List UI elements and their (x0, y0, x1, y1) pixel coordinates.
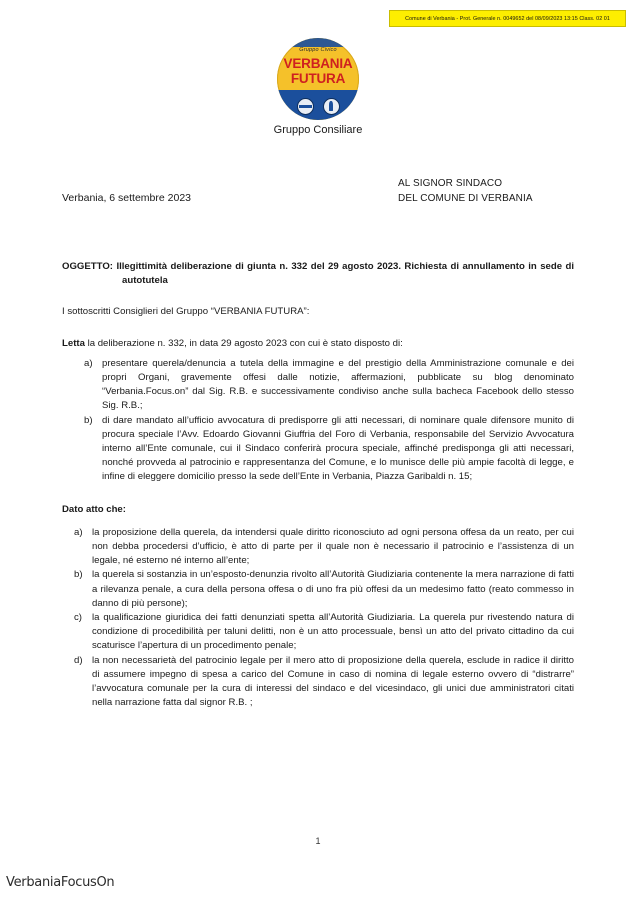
emblem-figure-icon (323, 98, 340, 115)
intro-paragraph: I sottoscritti Consiglieri del Gruppo “VERBANIA FUTURA”: (62, 306, 310, 318)
emblem-wave-icon (297, 98, 314, 115)
letta-keyword: Letta (62, 337, 85, 349)
section-heading-dato-atto: Dato atto che: (62, 503, 126, 515)
protocol-stamp (389, 10, 626, 27)
site-watermark: VerbaniaFocusOn (6, 875, 115, 890)
list-text: la non necessarietà del patrocinio legale per il mero atto di proposizione della querela, esclude in radice il diritto di assumere impegno di spesa a carico del Comune in caso di nomina di legale esterno ovvero di “distrarre” l’avvocatura comunale per la cura di interessi del sindaco e del vicesindaco, gli unici due amministratori citati nella narrazione fatta dal signor R.B. ; (92, 654, 574, 709)
list-item (62, 568, 574, 611)
logo-container (0, 38, 636, 125)
verbania-futura-logo (277, 38, 359, 120)
date-line: Verbania, 6 settembre 2023 (62, 192, 192, 204)
logo-top-band (277, 38, 359, 47)
subject-label: OGGETTO: (62, 261, 113, 272)
disposed-list (62, 357, 574, 485)
list-text: presentare querela/denuncia a tutela della immagine e del prestigio della Amministrazione comunale e dei propri Organi, gravemente offesi dalle notizie, affermazioni, pubblicate su blog denominato “Verbania.Focus.on” dal Sig. R.B. e successivamente condiviso anche sulla bacheca Facebook dello stesso Sig. R.B.; (102, 357, 574, 412)
list-marker: c) (74, 612, 82, 624)
list-item (62, 611, 574, 654)
list-marker: a) (84, 357, 93, 369)
logo-emblems (277, 98, 359, 115)
addressee-block (398, 176, 533, 206)
logo-top-text: Gruppo Civico (299, 47, 337, 53)
letta-rest: la deliberazione n. 332, in data 29 agosto 2023 con cui è stato disposto di: (84, 337, 403, 349)
list-marker: a) (74, 526, 83, 538)
list-text: la qualificazione giuridica dei fatti denunziati spetta all’Autorità Giudiziaria. La querela pur rivestendo natura di condizione di procedibilità per taluni delitti, non è un atto processuale, bensì un atto del privato cittadino da cui scaturisce l’apertura di un procedimento penale; (92, 612, 574, 652)
list-item (62, 654, 574, 711)
document-body (62, 260, 574, 710)
list-marker: d) (74, 654, 83, 666)
list-marker: b) (84, 414, 93, 426)
list-text: la querela si sostanzia in un’esposto-denunzia rivolto all’Autorità Giudiziaria contenente la mera narrazione di fatti a rilevanza penale, a cura della persona offesa o di uno fra più offesi da un medesimo fatto (reato commesso in danno di più persone); (92, 569, 574, 609)
list-item (62, 357, 574, 414)
logo-name-line2: FUTURA (290, 71, 346, 86)
letta-paragraph (62, 337, 574, 351)
list-text: la proposizione della querela, da intendersi quale diritto riconosciuto ad ogni persona offesa da un reato, per cui non debba procedersi d’ufficio, è atto di parte per il quale non è necessario il patrocinio e l’assistenza di un legale, né esterno né interno all’ente; (92, 526, 574, 567)
logo-name-line1: VERBANIA (283, 56, 353, 71)
list-text: di dare mandato all’ufficio avvocatura di predisporre gli atti necessari, di nominare quale difensore munito di procura speciale l’Avv. Edoardo Giovanni Giuffria del Foro di Verbania, responsabile del Servizio Avvocatura interno all’Ente comunale, cui il Sindaco conferirà procura speciale, affinché predisponga gli atti necessari, nonché provveda al patrocinio e rappresentanza del Comune, e lo munisce delle più ampie facoltà di legge, e infine di eleggere domicilio presso la sede dell’Ente in Verbania, Piazza Garibaldi n. 15; (102, 414, 574, 483)
page-number: 1 (315, 836, 321, 846)
list-item (62, 526, 574, 569)
subject-line (62, 260, 574, 288)
list-item (62, 414, 574, 485)
list-marker: b) (74, 569, 83, 581)
group-subtitle: Gruppo Consiliare (273, 124, 363, 136)
findings-list (62, 526, 574, 711)
addressee-line-2: DEL COMUNE DI VERBANIA (398, 193, 533, 204)
subject-text: Illegittimità deliberazione di giunta n. 332 del 29 agosto 2023. Richiesta di annullamento in sede di autotutela (116, 261, 575, 287)
addressee-line-1: AL SIGNOR SINDACO (398, 178, 503, 189)
protocol-stamp-text: Comune di Verbania - Prot. Generale n. 0049652 del 08/09/2023 13:15 Class. 02 01 (405, 15, 610, 22)
